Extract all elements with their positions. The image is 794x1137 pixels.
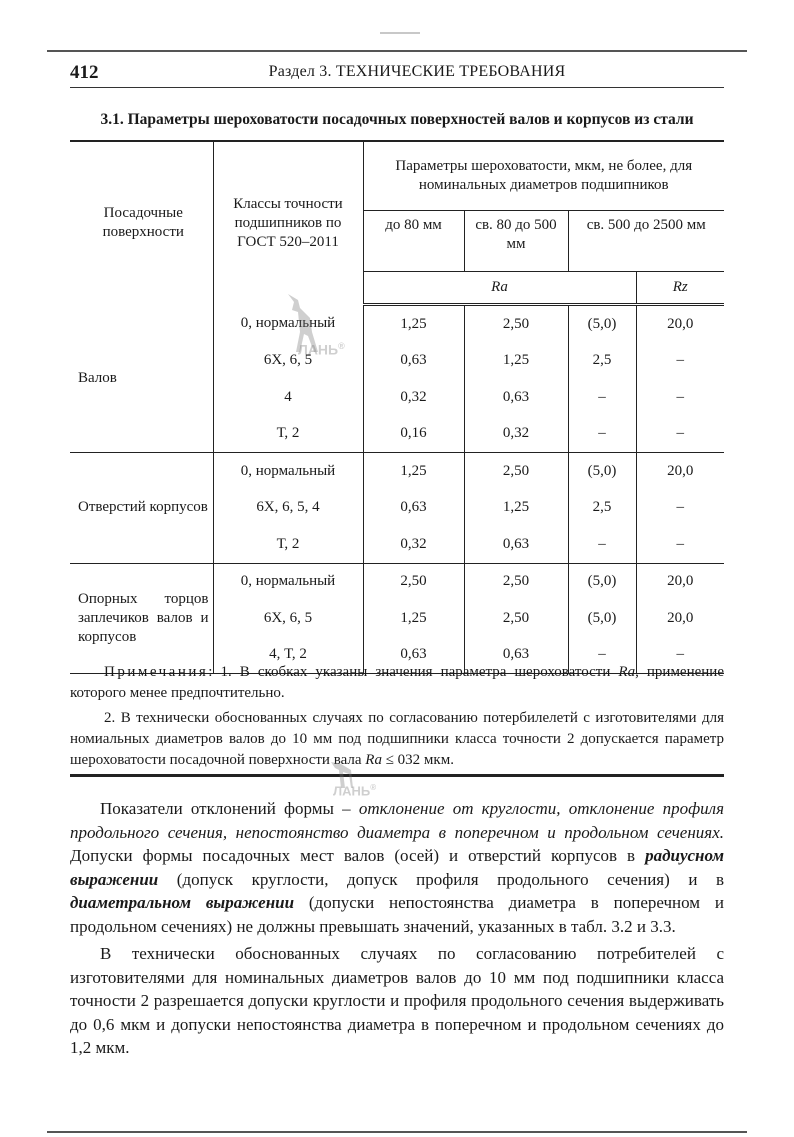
class-cell: 0, нормальный — [213, 563, 363, 600]
value-cell: 0,63 — [464, 637, 568, 674]
class-cell: 0, нормальный — [213, 453, 363, 490]
value-cell: 20,0 — [636, 305, 724, 343]
value-cell: 20,0 — [636, 563, 724, 600]
value-cell: 1,25 — [363, 600, 464, 637]
class-cell: 4 — [213, 379, 363, 416]
value-cell: 2,5 — [568, 490, 636, 527]
value-cell: 2,5 — [568, 343, 636, 380]
value-cell: 0,32 — [464, 416, 568, 453]
notes-bottom-rule — [70, 774, 724, 777]
class-cell: Т, 2 — [213, 526, 363, 563]
value-cell: – — [636, 379, 724, 416]
text-run: (допуск круглости, допуск профиля продольного сечения) и в — [158, 869, 724, 889]
header-classes: Классы точности подшипников по ГОСТ 520–2011 — [213, 141, 363, 305]
note-text: 2. В технически обоснованных случаях по согласованию потербилелетй с изготовителями для номиальных диаметров валов до 10 мм под подшипники класса точности 2 допускается параметр шероховатости посадочной поверхности вала — [70, 710, 724, 768]
surface-label: Валов — [70, 305, 213, 453]
value-cell: – — [568, 416, 636, 453]
value-cell: – — [568, 637, 636, 674]
watermark-label: ЛАНЬ — [298, 341, 339, 358]
value-cell: – — [568, 379, 636, 416]
table-row — [70, 453, 724, 490]
surface-label: Отверстий корпусов — [70, 453, 213, 564]
value-cell: – — [636, 637, 724, 674]
running-title: Раздел 3. ТЕХНИЧЕСКИЕ ТРЕБОВАНИЯ — [268, 63, 566, 80]
class-cell: 4, Т, 2 — [213, 637, 363, 674]
registered-mark: ® — [338, 341, 345, 351]
italic-run: отклонение от круглости, отклонение профиля продольного сечения, непостоянство диаметра в поперечном и продольном сечениях. — [70, 799, 724, 842]
header-ra: Ra — [363, 272, 636, 305]
table-row — [70, 305, 724, 343]
value-cell: (5,0) — [568, 305, 636, 343]
class-cell: 6Х, 6, 5 — [213, 343, 363, 380]
value-cell: – — [636, 343, 724, 380]
paragraph-2: В технически обоснованных случаях по согласованию потребителей с изготовителями для номинальных диаметров валов до 10 мм под подшипники класса точности 2 разрешается допуски круглости и профиля продольного сечения выдерживать до 0,6 мкм и допуски непостоянства диаметра в поперечном и продольном сечениях до 1,2 мкм. — [70, 944, 724, 1057]
value-cell: 20,0 — [636, 600, 724, 637]
value-cell: 2,50 — [464, 600, 568, 637]
header-rule — [70, 87, 724, 88]
value-cell: 0,63 — [464, 526, 568, 563]
paragraph-1 — [70, 797, 724, 938]
table-row — [70, 563, 724, 600]
value-cell: (5,0) — [568, 600, 636, 637]
note-text: : 1. В скобках указаны значения параметра шероховатости — [208, 664, 619, 680]
lan-watermark-text — [298, 341, 345, 358]
header-d3: св. 500 до 2500 мм — [568, 211, 724, 272]
class-cell: Т, 2 — [213, 416, 363, 453]
note-1 — [70, 662, 724, 704]
value-cell: 2,50 — [464, 563, 568, 600]
text-run: Допуски формы посадочных мест валов (осей) и отверстий корпусов в — [70, 846, 646, 865]
registered-mark: ® — [370, 783, 377, 792]
table-title: 3.1. Параметры шероховатости посадочных поверхностей валов и корпусов из стали — [100, 111, 694, 128]
note-text: , применение которого менее предпочтительно. — [70, 664, 724, 701]
class-cell: 6Х, 6, 5 — [213, 600, 363, 637]
bold-italic-term: радиусном выражении — [70, 846, 724, 889]
value-cell: 0,32 — [363, 526, 464, 563]
note-2 — [70, 708, 724, 771]
surface-label: Опорных торцов заплечиков валов и корпусов — [70, 563, 213, 674]
value-cell: 2,50 — [363, 563, 464, 600]
value-cell: 0,32 — [363, 379, 464, 416]
value-cell: 2,50 — [464, 305, 568, 343]
watermark-label: ЛАНЬ — [333, 783, 371, 799]
value-cell: – — [636, 490, 724, 527]
value-cell: 1,25 — [464, 490, 568, 527]
value-cell: 0,63 — [464, 379, 568, 416]
class-cell: 6Х, 6, 5, 4 — [213, 490, 363, 527]
value-cell: 2,50 — [464, 453, 568, 490]
value-cell: 1,25 — [363, 305, 464, 343]
value-cell: – — [568, 526, 636, 563]
notes-label: Примечания — [104, 664, 209, 680]
value-cell: 1,25 — [363, 453, 464, 490]
value-cell: 20,0 — [636, 453, 724, 490]
value-cell: (5,0) — [568, 563, 636, 600]
body-text — [70, 797, 724, 1064]
header-d1: до 80 мм — [363, 211, 464, 272]
value-cell: 0,63 — [363, 343, 464, 380]
bold-italic-term: диаметральном выражении — [70, 893, 295, 912]
text-run: Показатели отклонений формы – — [100, 799, 359, 818]
header-stamp-mark — [380, 32, 420, 34]
page-number: 412 — [70, 62, 99, 83]
bottom-rule — [47, 1131, 747, 1133]
header-rz: Rz — [636, 272, 724, 305]
header-d2: св. 80 до 500 мм — [464, 211, 568, 272]
value-cell: – — [636, 526, 724, 563]
header-surfaces: Посадочные поверхности — [70, 141, 213, 305]
roughness-table — [70, 140, 724, 674]
table-notes — [70, 662, 724, 775]
class-cell: 0, нормальный — [213, 305, 363, 343]
value-cell: 1,25 — [464, 343, 568, 380]
note-text: ≤ 032 мкм. — [381, 752, 454, 768]
text-run: (допуски непостоянства диаметра в поперечном и продольном сечениях) не должны превышать значений, указанных в табл. 3.2 и 3.3. — [70, 893, 724, 936]
header-params: Параметры шероховатости, мкм, не более, для номинальных диаметров подшипников — [363, 141, 724, 211]
value-cell: (5,0) — [568, 453, 636, 490]
top-rule — [47, 50, 747, 52]
value-cell: 0,63 — [363, 637, 464, 674]
value-cell: 0,16 — [363, 416, 464, 453]
note-ra: Ra — [618, 664, 636, 680]
value-cell: – — [636, 416, 724, 453]
value-cell: 0,63 — [363, 490, 464, 527]
note-ra: Ra — [365, 752, 382, 768]
